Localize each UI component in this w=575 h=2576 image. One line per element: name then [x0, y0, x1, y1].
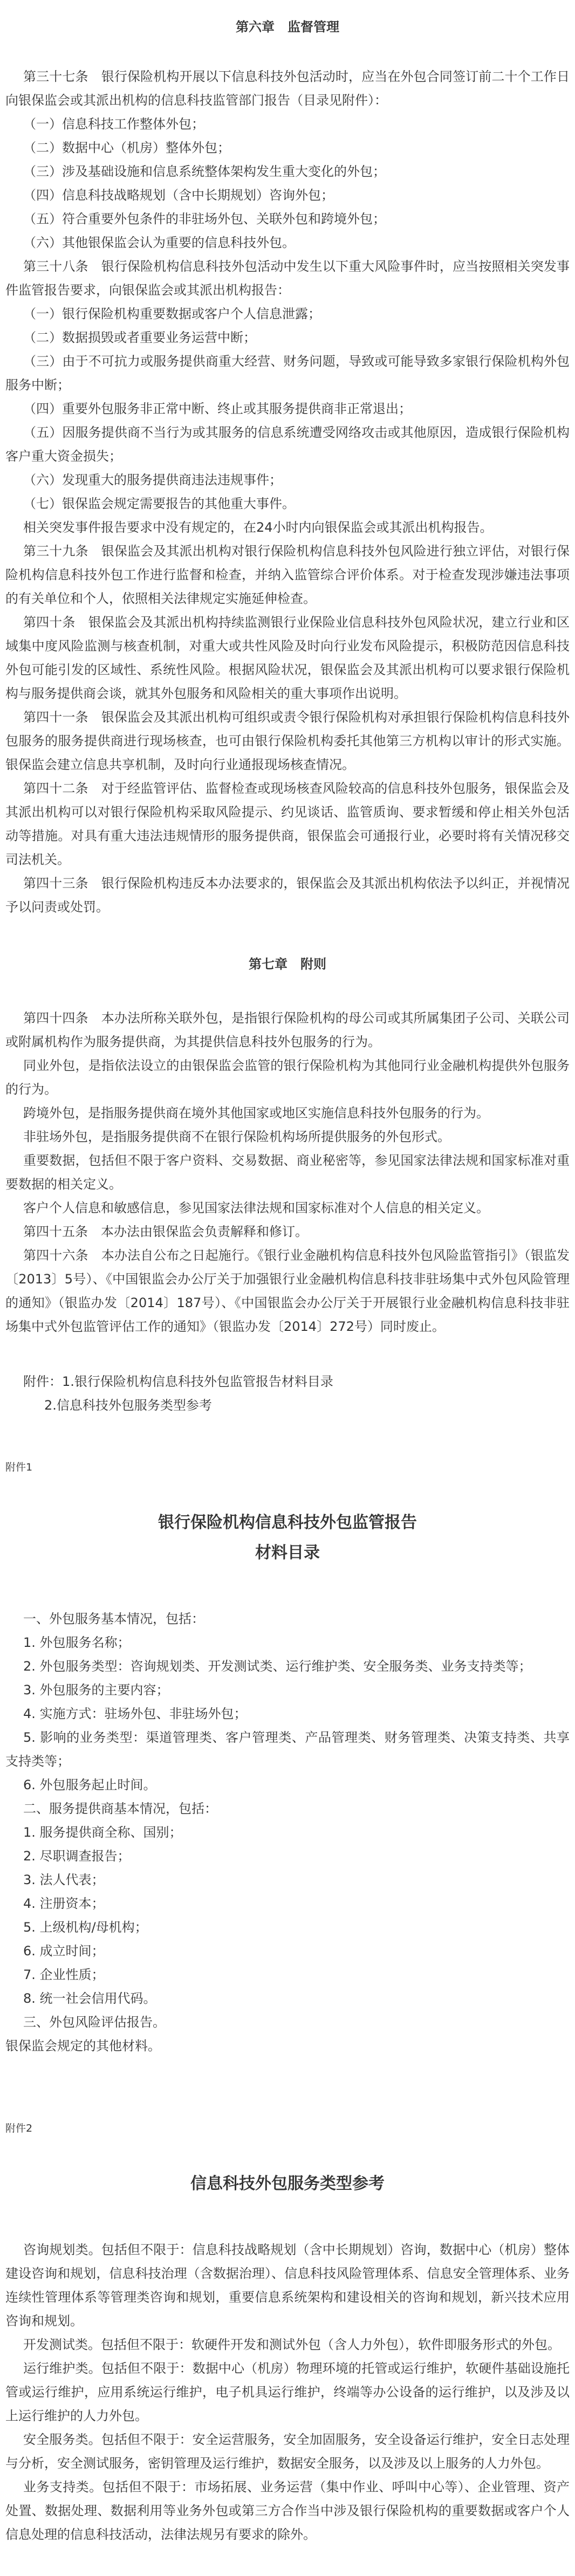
- article-43-paragraph: 第四十三条 银行保险机构违反本办法要求的，银保监会及其派出机构依法予以纠正，并视情况予以问责或处罚。: [5, 876, 570, 915]
- term-industry-outsourcing: 同业外包，是指依法设立的由银保监会监管的银行保险机构为其他同行业金融机构提供外包服务的行为。: [5, 1058, 570, 1097]
- att1-other-materials: 银保监会规定的其他材料。: [5, 2038, 161, 2053]
- article-38-note: 相关突发事件报告要求中没有规定的，在24小时内向银保监会或其派出机构报告。: [23, 520, 493, 535]
- att1-section-3-heading: 三、外包风险评估报告。: [23, 2015, 166, 2030]
- term-important-data: 重要数据，包括但不限于客户资料、交易数据、商业秘密等，参见国家法律法规和国家标准对重要数据的相关定义。: [5, 1153, 570, 1192]
- att1-item-1-5: 5. 影响的业务类型：渠道管理类、客户管理类、产品管理类、财务管理类、决策支持类、共享支持类等；: [5, 1730, 570, 1769]
- article-38-item-1: （一）银行保险机构重要数据或客户个人信息泄露；: [23, 306, 321, 321]
- att2-category-operations: 运行维护类。包括但不限于：数据中心（机房）物理环境的托管或运行维护，软硬件基础设施托管或运行维护，应用系统运行维护，电子机具运行维护，终端等办公设备的运行维护，以及涉及以上运行维护的人力外包。: [5, 2361, 570, 2423]
- article-37-item-2: （二）数据中心（机房）整体外包；: [23, 140, 230, 155]
- attachment-1-title: 银行保险机构信息科技外包监管报告: [158, 1513, 417, 1532]
- article-45-paragraph: 第四十五条 本办法由银保监会负责解释和修订。: [23, 1224, 308, 1239]
- att1-item-1-4: 4. 实施方式：驻场外包、非驻场外包；: [23, 1706, 247, 1721]
- article-37-item-6: （六）其他银保监会认为重要的信息科技外包。: [23, 235, 295, 250]
- article-37-item-1: （一）信息科技工作整体外包；: [23, 116, 204, 132]
- att1-section-1-heading: 一、外包服务基本情况，包括：: [23, 1611, 204, 1626]
- article-38-item-2: （二）数据损毁或者重要业务运营中断；: [23, 330, 256, 345]
- att1-item-2-6: 6. 成立时间；: [23, 1943, 105, 1959]
- att1-item-1-1: 1. 外包服务名称；: [23, 1635, 131, 1650]
- att1-item-2-7: 7. 企业性质；: [23, 1967, 105, 1982]
- att1-item-2-2: 2. 尽职调查报告；: [23, 1849, 131, 1864]
- att2-category-dev-test: 开发测试类。包括但不限于：软硬件开发和测试外包（含人力外包），软件即服务形式的外包。: [23, 2337, 560, 2352]
- article-37-paragraph: 第三十七条 银行保险机构开展以下信息科技外包活动时，应当在外包合同签订前二十个工作日向银保监会或其派出机构的信息科技监管部门报告（目录见附件）：: [5, 69, 570, 108]
- article-38-item-3: （三）由于不可抗力或服务提供商重大经营、财务问题，导致或可能导致多家银行保险机构外包服务中断；: [5, 354, 570, 393]
- att2-category-security: 安全服务类。包括但不限于：安全运营服务，安全加固服务，安全设备运行维护，安全日志处理与分析，安全测试服务，密钥管理及运行维护，数据安全服务，以及涉及以上服务的人力外包。: [5, 2432, 570, 2471]
- att2-category-consulting: 咨询规划类。包括但不限于：信息科技战略规划（含中长期规划）咨询，数据中心（机房）整体建设咨询和规划，信息科技治理（含数据治理）、信息科技风险管理体系、信息安全管理体系、业务连续性管理体系等管理类咨询和规划，重要信息系统架构和建设相关的咨询和规划，新兴技术应用咨询和规划。: [5, 2242, 570, 2328]
- article-37-item-4: （四）信息科技战略规划（含中长期规划）咨询外包；: [23, 188, 334, 203]
- att1-item-2-8: 8. 统一社会信用代码。: [23, 1991, 156, 2006]
- att2-category-business-support: 业务支持类。包括但不限于：市场拓展、业务运营（集中作业、呼叫中心等）、企业管理、资产处置、数据处理、数据利用等业务外包或第三方合作当中涉及银行保险机构的重要数据或客户个人信息处理的信息科技活动，法律法规另有要求的除外。: [5, 2479, 570, 2542]
- term-offsite-outsourcing: 非驻场外包，是指服务提供商不在银行保险机构场所提供服务的外包形式。: [23, 1129, 450, 1144]
- article-38-item-5: （五）因服务提供商不当行为或其服务的信息系统遭受网络攻击或其他原因，造成银行保险机构客户重大资金损失；: [5, 425, 570, 464]
- appendix-note-line-1: 附件：1.银行保险机构信息科技外包监管报告材料目录: [23, 1374, 333, 1389]
- article-37-item-3: （三）涉及基础设施和信息系统整体架构发生重大变化的外包；: [23, 164, 386, 179]
- att1-item-2-5: 5. 上级机构/母机构；: [23, 1920, 148, 1935]
- article-38-item-4: （四）重要外包服务非正常中断、终止或其服务提供商非正常退出；: [23, 401, 412, 416]
- att1-item-2-3: 3. 法人代表；: [23, 1872, 105, 1887]
- att1-item-2-1: 1. 服务提供商全称、国别；: [23, 1825, 182, 1840]
- att1-item-2-4: 4. 注册资本；: [23, 1896, 105, 1911]
- att1-section-2-heading: 二、服务提供商基本情况，包括：: [23, 1801, 217, 1816]
- attachment-1-subtitle: 材料目录: [255, 1543, 320, 1562]
- attachment-2-label: 附件2: [5, 2122, 33, 2134]
- article-40-paragraph: 第四十条 银保监会及其派出机构持续监测银行业保险业信息科技外包风险状况，建立行业和区域集中度风险监测与核查机制，对重大或共性风险及时向行业发布风险提示，积极防范因信息科技外包可能引发的区域性、系统性风险。根据风险状况，银保监会及其派出机构可以要求银行保险机构与服务提供商会谈，就其外包服务和风险相关的重大事项作出说明。: [5, 615, 570, 701]
- chapter-7-heading: 第七章 附则: [249, 957, 326, 972]
- article-38-paragraph: 第三十八条 银行保险机构信息科技外包活动中发生以下重大风险事件时，应当按照相关突发事件监管报告要求，向银保监会或其派出机构报告：: [5, 259, 570, 298]
- article-44-paragraph: 第四十四条 本办法所称关联外包，是指银行保险机构的母公司或其所属集团子公司、关联公司或附属机构作为服务提供商，为其提供信息科技外包服务的行为。: [5, 1011, 570, 1049]
- chapter-6-heading: 第六章 监督管理: [236, 19, 339, 35]
- article-38-item-6: （六）发现重大的服务提供商违法违规事件；: [23, 472, 282, 487]
- appendix-note-line-2: 2.信息科技外包服务类型参考: [44, 1398, 212, 1413]
- att1-item-1-2: 2. 外包服务类型：咨询规划类、开发测试类、运行维护类、安全服务类、业务支持类等；: [23, 1659, 532, 1674]
- article-38-item-7: （七）银保监会规定需要报告的其他重大事件。: [23, 496, 295, 511]
- article-37-item-5: （五）符合重要外包条件的非驻场外包、关联外包和跨境外包；: [23, 211, 386, 226]
- attachment-1-label: 附件1: [5, 1461, 33, 1473]
- article-41-paragraph: 第四十一条 银保监会及其派出机构可组织或责令银行保险机构对承担银行保险机构信息科技外包服务的服务提供商进行现场核查，也可由银行保险机构委托其他第三方机构以审计的形式实施。银保监会建立信息共享机制，及时向行业通报现场核查情况。: [5, 710, 570, 772]
- term-crossborder-outsourcing: 跨境外包，是指服务提供商在境外其他国家或地区实施信息科技外包服务的行为。: [23, 1105, 489, 1121]
- term-personal-info: 客户个人信息和敏感信息，参见国家法律法规和国家标准对个人信息的相关定义。: [23, 1200, 489, 1215]
- article-42-paragraph: 第四十二条 对于经监管评估、监督检查或现场核查风险较高的信息科技外包服务，银保监会及其派出机构可以对银行保险机构采取风险提示、约见谈话、监管质询、要求暂缓和停止相关外包活动等措施。对具有重大违法违规情形的服务提供商，银保监会可通报行业，必要时将有关情况移交司法机关。: [5, 781, 570, 867]
- att1-item-1-6: 6. 外包服务起止时间。: [23, 1777, 156, 1792]
- article-46-paragraph: 第四十六条 本办法自公布之日起施行。《银行业金融机构信息科技外包风险监管指引》（银监发〔2013〕5号）、《中国银监会办公厅关于加强银行业金融机构信息科技非驻场集中式外包风险管理的通知》（银监办发〔2014〕187号）、《中国银监会办公厅关于开展银行业金融机构信息科技非驻场集中式外包监管评估工作的通知》（银监办发〔2014〕272号）同时废止。: [5, 1248, 570, 1334]
- attachment-2-title: 信息科技外包服务类型参考: [190, 2174, 385, 2193]
- article-39-paragraph: 第三十九条 银保监会及其派出机构对银行保险机构信息科技外包风险进行独立评估，对银行保险机构信息科技外包工作进行监督和检查，并纳入监管综合评价体系。对于检查发现涉嫌违法事项的有关单位和个人，依照相关法律规定实施延伸检查。: [5, 544, 570, 606]
- att1-item-1-3: 3. 外包服务的主要内容；: [23, 1682, 169, 1698]
